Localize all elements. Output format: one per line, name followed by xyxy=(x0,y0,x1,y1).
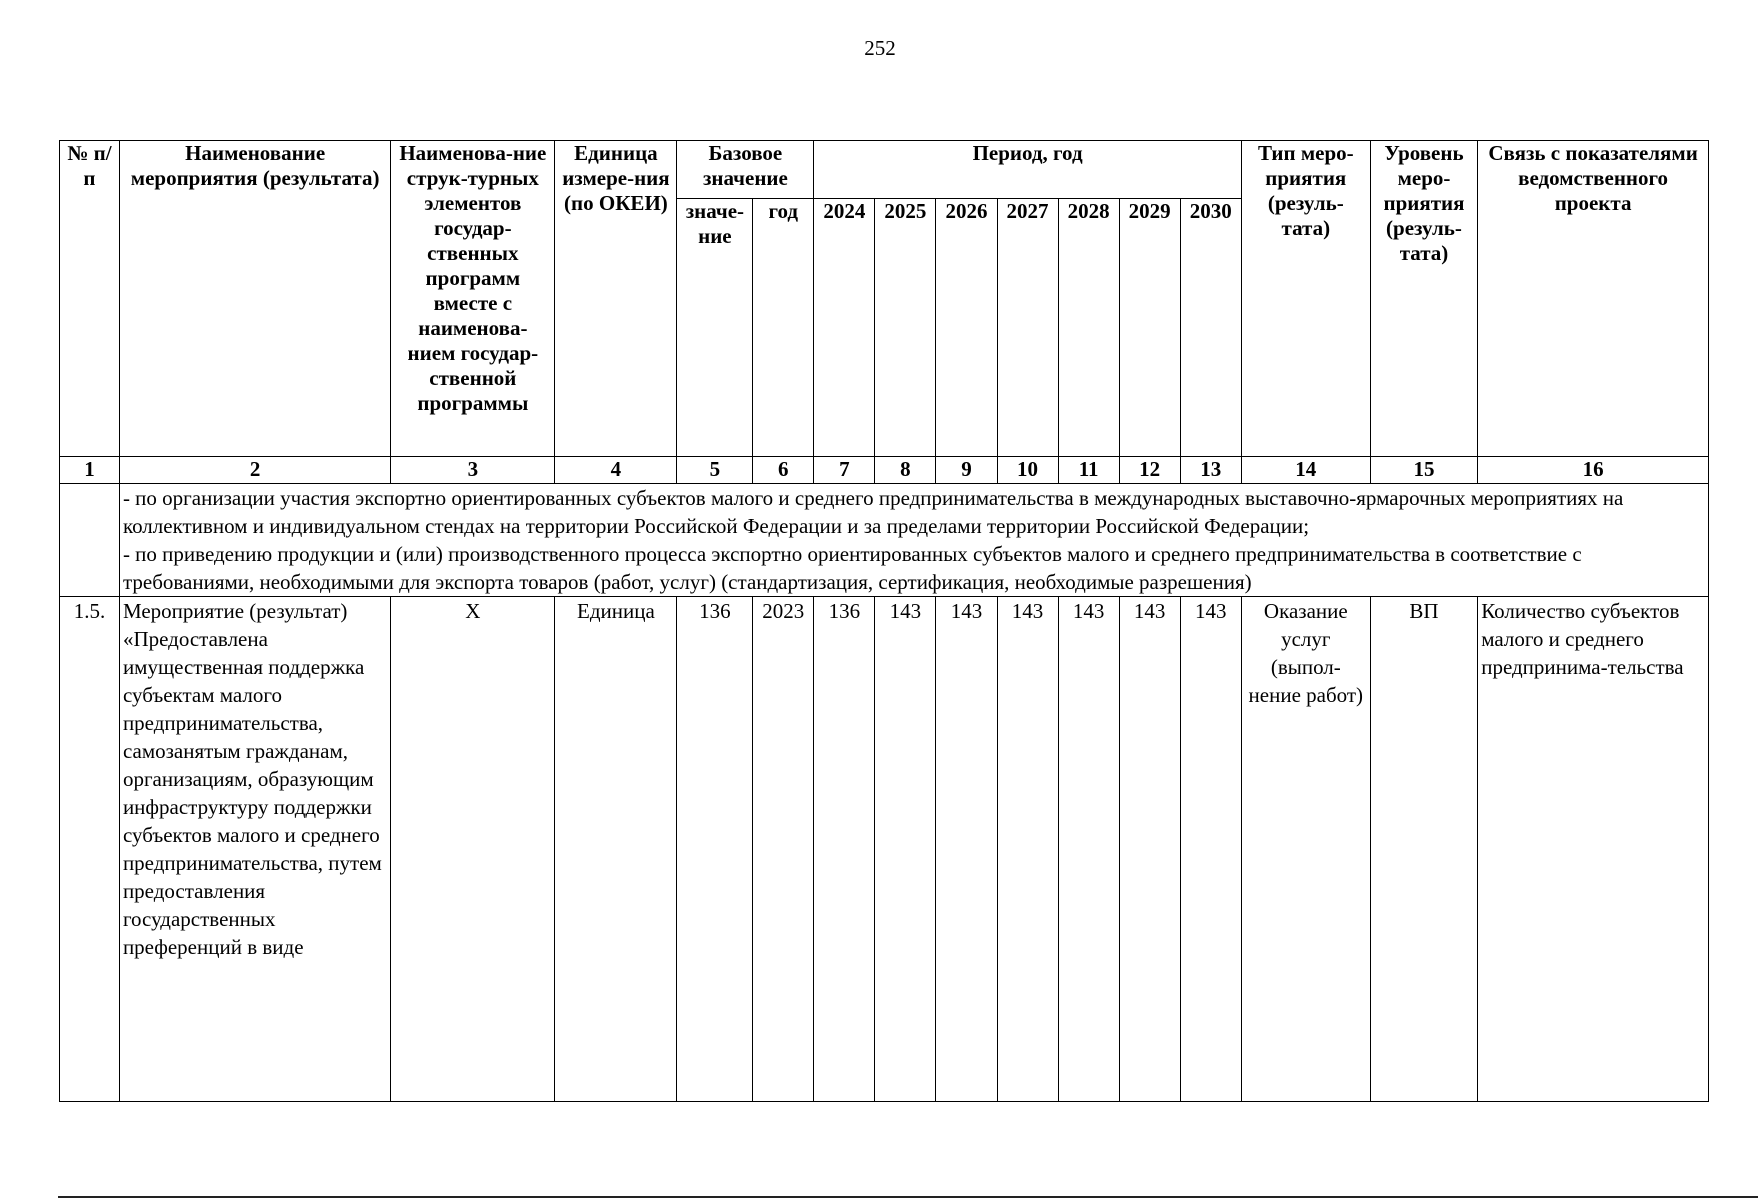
header-no: № п/п xyxy=(60,141,120,457)
header-year: 2026 xyxy=(936,199,997,457)
header-link: Связь с показателями ведомственного проекта xyxy=(1478,141,1709,457)
row-structural-element: Х xyxy=(391,597,555,1102)
column-number: 11 xyxy=(1058,457,1119,484)
row-year-value: 136 xyxy=(814,597,875,1102)
row-year-value: 143 xyxy=(875,597,936,1102)
note-row-no xyxy=(60,484,120,597)
header-name: Наименование мероприятия (результата) xyxy=(119,141,390,457)
column-number: 13 xyxy=(1180,457,1241,484)
header-year: 2027 xyxy=(997,199,1058,457)
row-year-value: 143 xyxy=(1180,597,1241,1102)
row-year-value: 143 xyxy=(1119,597,1180,1102)
header-unit: Единица измере-ния (по ОКЕИ) xyxy=(555,141,677,457)
column-number: 16 xyxy=(1478,457,1709,484)
row-link: Количество субъектов малого и среднего предпринима-тельства xyxy=(1478,597,1709,1102)
header-year: 2028 xyxy=(1058,199,1119,457)
note-row xyxy=(60,484,1709,597)
header-base-year: год xyxy=(753,199,814,457)
row-no: 1.5. xyxy=(60,597,120,1102)
column-number: 12 xyxy=(1119,457,1180,484)
header-base-value: значе-ние xyxy=(677,199,753,457)
row-name: Мероприятие (результат) «Предоставлена имущественная поддержка субъектам малого предпринимательства, самозанятым гражданам, организациям, образующим инфраструктуру поддержки субъектов малого и среднего предпринимательства, путем предоставления государственных преференций в виде xyxy=(119,597,390,1102)
note-line: - по организации участия экспортно ориентированных субъектов малого и среднего предпринимательства в международных выставочно-ярмарочных мероприятиях на коллективном и индивидуальном стендах на территории Российской Федерации и за пределами территории Российской Федерации; xyxy=(122,486,1624,538)
row-year-value: 143 xyxy=(936,597,997,1102)
bottom-rule xyxy=(58,1196,1758,1198)
header-base-value-group: Базовое значение xyxy=(677,141,814,199)
measures-table xyxy=(59,140,1709,1102)
header-year: 2024 xyxy=(814,199,875,457)
header-structural-elements: Наименова-ние струк-турных элементов государ-ственных программ вместе с наименова-нием государ-ственной программы xyxy=(391,141,555,457)
page-number: 252 xyxy=(864,36,896,60)
column-number: 2 xyxy=(119,457,390,484)
header-year: 2025 xyxy=(875,199,936,457)
column-numbers-row xyxy=(60,457,1709,484)
column-number: 3 xyxy=(391,457,555,484)
column-number: 15 xyxy=(1370,457,1477,484)
header-year: 2029 xyxy=(1119,199,1180,457)
header-level: Уровень меро-приятия (резуль-тата) xyxy=(1370,141,1477,457)
row-year-value: 143 xyxy=(1058,597,1119,1102)
column-number: 6 xyxy=(753,457,814,484)
column-number: 14 xyxy=(1241,457,1370,484)
column-number: 1 xyxy=(60,457,120,484)
header-period-group: Период, год xyxy=(814,141,1242,199)
row-base-value: 136 xyxy=(677,597,753,1102)
table-row xyxy=(60,597,1709,1102)
note-line: - по приведению продукции и (или) производственного процесса экспортно ориентированных субъектов малого и среднего предпринимательства в соответствие с требованиями, необходимыми для экспорта товаров (работ, услуг) (стандартизация, сертификация, необходимые разрешения) xyxy=(122,542,1582,594)
row-year-value: 143 xyxy=(997,597,1058,1102)
column-number: 5 xyxy=(677,457,753,484)
column-number: 4 xyxy=(555,457,677,484)
column-number: 7 xyxy=(814,457,875,484)
column-number: 10 xyxy=(997,457,1058,484)
note-text xyxy=(119,484,1708,597)
header-type: Тип меро-приятия (резуль-тата) xyxy=(1241,141,1370,457)
row-level: ВП xyxy=(1370,597,1477,1102)
row-unit: Единица xyxy=(555,597,677,1102)
row-base-year: 2023 xyxy=(753,597,814,1102)
table-header xyxy=(60,141,1709,457)
header-year: 2030 xyxy=(1180,199,1241,457)
column-number: 9 xyxy=(936,457,997,484)
row-type: Оказание услуг (выпол-нение работ) xyxy=(1241,597,1370,1102)
column-number: 8 xyxy=(875,457,936,484)
